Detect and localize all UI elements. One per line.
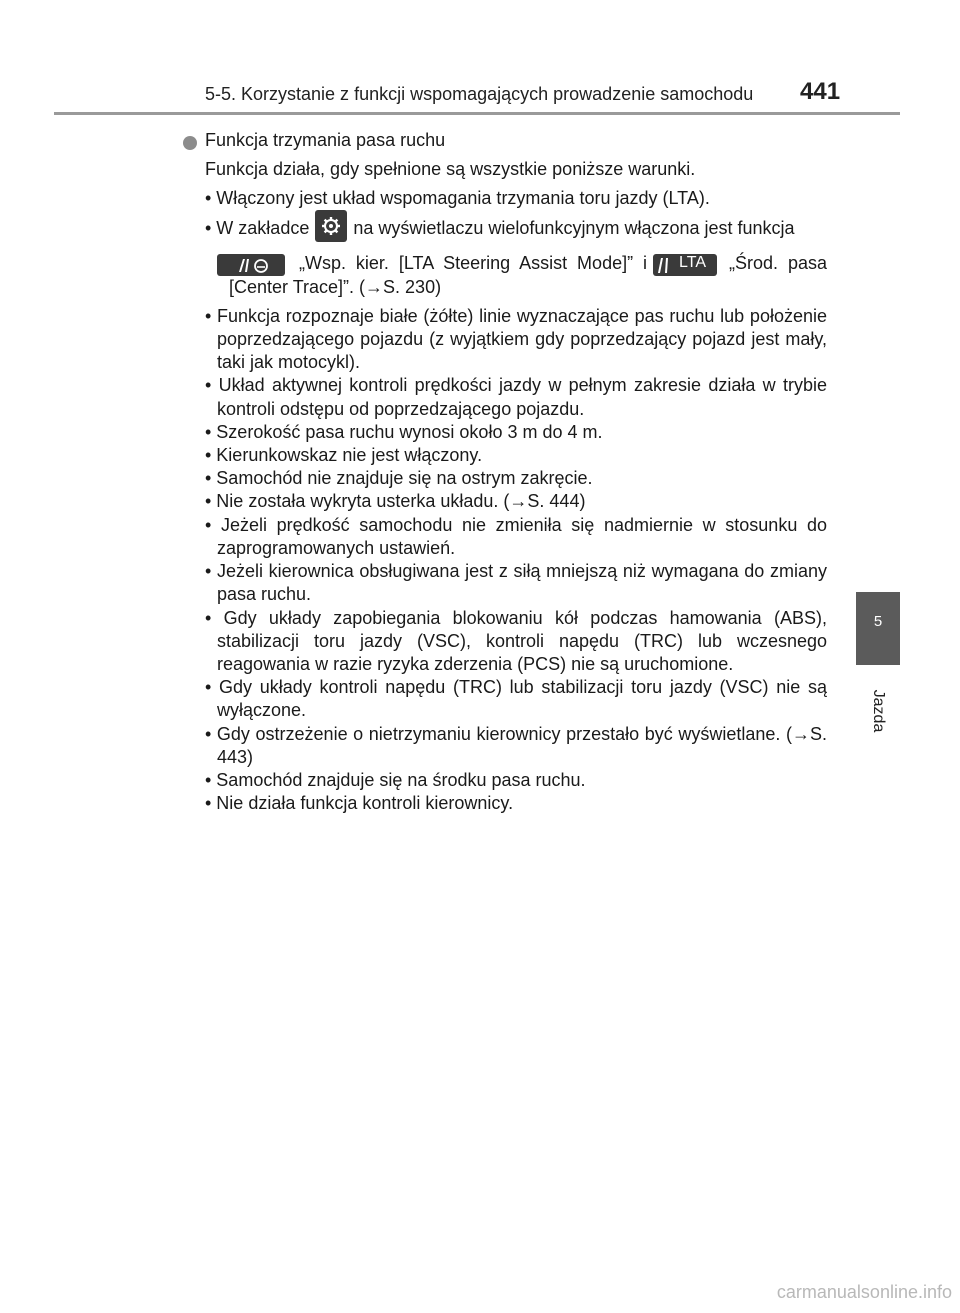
- list-item: • Samochód nie znajduje się na ostrym zakręcie.: [205, 468, 593, 489]
- list-item: • Funkcja rozpoznaje białe (żółte) linie wyznaczające pas ruchu lub położenie poprzedzającego pojazdu (z wyjątkiem gdy poprzedzający pojazd jest mały, taki jak motocykl).: [205, 305, 827, 373]
- header-divider: [54, 112, 900, 115]
- settings-after-text: na wyświetlaczu wielofunkcyjnym włączona jest funkcja: [353, 218, 795, 239]
- list-item: • Gdy ostrzeżenie o nietrzymaniu kierownicy przestało być wyświetlane. (→S. 443): [205, 723, 827, 767]
- section-bullet-icon: [183, 136, 197, 150]
- watermark: carmanualsonline.info: [776, 1282, 952, 1302]
- list-item: • Gdy układy kontroli napędu (TRC) lub stabilizacji toru jazdy (VSC) nie są wyłączone.: [205, 677, 827, 721]
- list-item: • Jeżeli kierownica obsługiwana jest z siłą mniejszą niż wymagana do zmiany pasa ruchu.: [205, 561, 827, 605]
- section-title: Funkcja trzymania pasa ruchu: [205, 130, 446, 150]
- settings-second-line: [217, 252, 827, 298]
- center-trace-text: „Środ. pasa [Center Trace]”. (→S. 230): [229, 253, 827, 297]
- list-item: • Kierunkowskaz nie jest włączony.: [205, 445, 483, 466]
- lane-trace-icon: [653, 254, 717, 276]
- chapter-tab: [856, 592, 900, 665]
- settings-before-text: • W zakładce: [205, 218, 310, 239]
- section-intro: Funkcja działa, gdy spełnione są wszystkie poniższe warunki.: [205, 159, 696, 179]
- condition-lta-on: • Włączony jest układ wspomagania trzymania toru jazdy (LTA).: [205, 188, 710, 209]
- list-item: • Gdy układy zapobiegania blokowaniu kół podczas hamowania (ABS), stabilizacji toru jazdy (VSC), kontroli napędu (TRC) lub wczesnego reagowania w razie ryzyka zderzenia (PCS) nie są uruchomione.: [205, 607, 827, 674]
- list-item: • Nie została wykryta usterka układu. (→S. 444): [205, 491, 586, 512]
- page-number: 441: [800, 78, 841, 105]
- lta-icon-label: LTA: [679, 253, 706, 271]
- conditions-list: [205, 305, 827, 815]
- chapter-label: Jazda: [870, 689, 887, 733]
- chapter-number: 5: [873, 613, 883, 630]
- header-title: 5-5. Korzystanie z funkcji wspomagających prowadzenie samochodu: [205, 84, 754, 104]
- list-item: • Układ aktywnej kontroli prędkości jazdy w pełnym zakresie działa w trybie kontroli odstępu od poprzedzającego pojazdu.: [205, 375, 827, 419]
- section-content: [205, 158, 827, 815]
- condition-settings: [205, 216, 827, 298]
- gear-icon: [315, 210, 347, 242]
- steering-assist-icon: [217, 254, 285, 276]
- list-item: • Jeżeli prędkość samochodu nie zmieniła się nadmiernie w stosunku do zaprogramowanych ustawień.: [205, 514, 827, 558]
- list-item: • Nie działa funkcja kontroli kierownicy.: [205, 793, 514, 814]
- list-item: • Samochód znajduje się na środku pasa ruchu.: [205, 769, 586, 790]
- assist-mode-text: „Wsp. kier. [LTA Steering Assist Mode]” i: [299, 253, 648, 274]
- list-item: • Szerokość pasa ruchu wynosi około 3 m do 4 m.: [205, 421, 603, 442]
